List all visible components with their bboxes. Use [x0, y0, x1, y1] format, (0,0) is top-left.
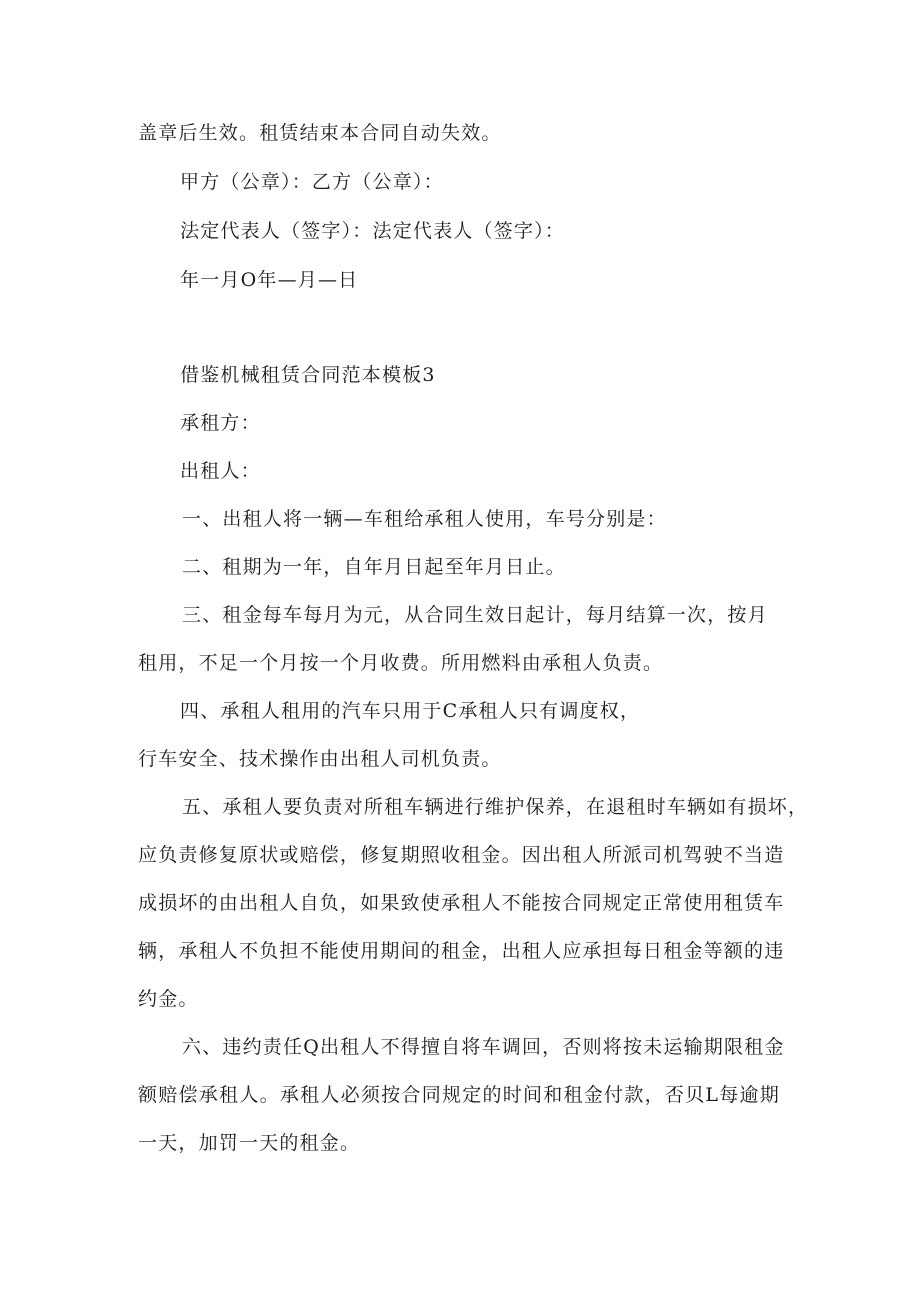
clause-4-line-1: 四、承租人租用的汽车只用于C承租人只有调度权， — [180, 700, 641, 722]
clause-5-line-5: 约金。 — [138, 988, 199, 1010]
clause-3-line-2: 租用，不足一个月按一个月收费。所用燃料由承租人负责。 — [138, 652, 664, 674]
lessor-label: 出租人： — [180, 460, 261, 482]
paragraph-line: 盖章后生效。租赁结束本合同自动失效。 — [138, 122, 502, 144]
clause-6-line-2: 额赔偿承租人。承租人必须按合同规定的时间和租金付款，否贝L每逾期 — [138, 1084, 780, 1106]
signature-line-representative: 法定代表人（签字）：法定代表人（签字）： — [180, 220, 566, 242]
clause-6-line-1: 六、违约责任Q出租人不得擅自将车调回，否则将按未运输期限租金 — [182, 1036, 785, 1058]
clause-3-line-1: 三、租金每车每月为元，从合同生效日起计，每月结算一次，按月 — [182, 604, 768, 626]
clause-5-line-1: 五、承租人要负责对所租车辆进行维护保养，在退租时车辆如有损坏， — [182, 796, 809, 818]
clause-2: 二、租期为一年，自年月日起至年月日止。 — [182, 556, 566, 578]
signature-line-seal: 甲方（公章）：乙方（公章）： — [180, 171, 444, 193]
clause-1: 一、出租人将一辆—车租给承租人使用，车号分别是： — [182, 508, 667, 530]
clause-6-line-3: 一天，加罚一天的租金。 — [138, 1132, 361, 1154]
section-title: 借鉴机械租赁合同范本模板3 — [180, 364, 436, 386]
lessee-label: 承租方： — [180, 412, 261, 434]
clause-5-line-4: 辆，承租人不负担不能使用期间的租金，出租人应承担每日租金等额的违 — [138, 940, 785, 962]
clause-4-line-2: 行车安全、技术操作由出租人司机负责。 — [138, 748, 502, 770]
date-line: 年一月O年—月—日 — [180, 269, 359, 291]
clause-5-line-2: 应负责修复原状或赔偿，修复期照收租金。因出租人所派司机驾驶不当造 — [138, 844, 785, 866]
clause-5-line-3: 成损坏的由出租人自负，如果致使承租人不能按合同规定正常使用租赁车 — [138, 892, 785, 914]
